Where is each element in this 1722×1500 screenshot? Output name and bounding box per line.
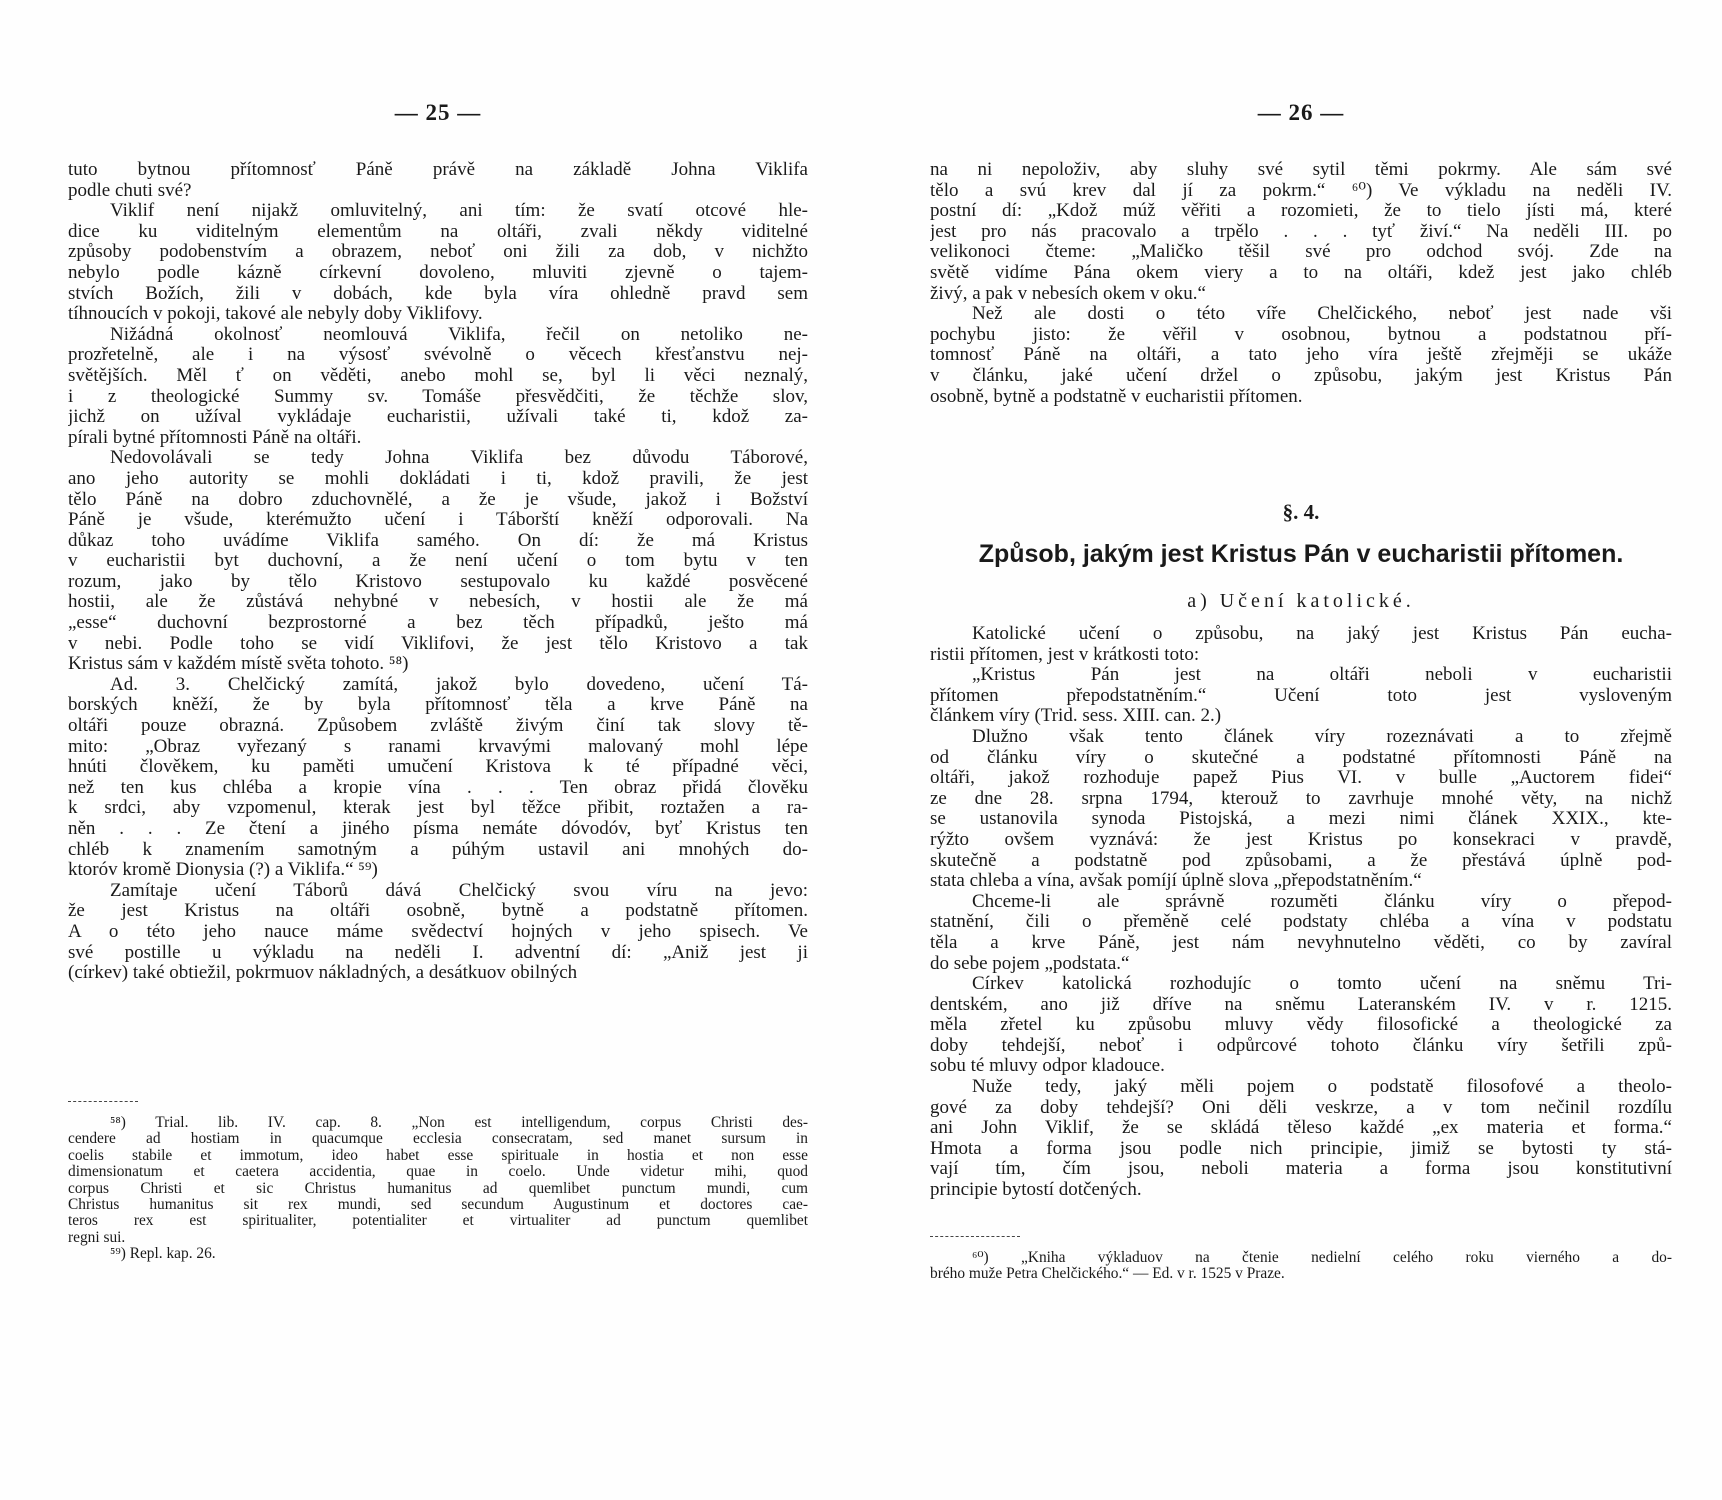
- text-line: důkaz toho uvádíme Viklifa samého. On dí: že má Kristus: [68, 530, 808, 551]
- text-line: stvích Božích, žili v dobách, kde byla víra ohledně pravd sem: [68, 283, 808, 304]
- text-line: dentském, ano již dříve na sněmu Lateranském IV. v r. 1215.: [930, 994, 1672, 1015]
- text-line: do sebe pojem „podstata.“: [930, 953, 1130, 974]
- text-line: principie bytostí dotčených.: [930, 1180, 1142, 1201]
- text-line: tomnosť Páně na oltáři, a tato jeho víra ještě zřejměji se ukáže: [930, 345, 1672, 366]
- text-line: světě vidíme Pána okem viery a to na oltáři, kdež jest jako chléb: [930, 262, 1672, 283]
- text-line: stata chleba a vína, avšak pomíjí úplně slova „přepodstatněním.“: [930, 871, 1422, 892]
- text-line: tuto bytnou přítomnosť Páně právě na základě Johna Viklifa: [68, 160, 808, 180]
- text-line: způsoby podobenstvím a obrazem, neboť oni žili za dob, v nichžto: [68, 242, 808, 263]
- footnote-line: cendere ad hostiam in quacumque ecclesia consecratam, sed manet sursum in: [68, 1131, 808, 1148]
- text-line: hostii, ale že zůstává nehybné v nebesích, v hostii ale že má: [68, 592, 808, 613]
- text-line: Kristus sám v každém místě světa tohoto. ⁵⁸): [68, 654, 409, 675]
- footnote-line: brého muže Petra Chelčického.“ — Ed. v r. 1525 v Praze.: [930, 1266, 1285, 1283]
- text-line: tělo a svú krev dal jí za pokrm.“ ⁶⁰) Ve výkladu na neděli IV.: [930, 180, 1672, 201]
- footnotes: [930, 1250, 1672, 1283]
- text-line: borských kněží, že by byla přítomnosť těla a krve Páně na: [68, 695, 808, 716]
- body-text: [930, 624, 1672, 1201]
- text-line: podle chuti své?: [68, 180, 192, 201]
- text-line: se ustanovila synoda Pistojská, a mezi nimi článek XXIX., kte-: [930, 809, 1672, 830]
- left-page: [68, 0, 808, 1500]
- footnote-line: Christus humanitus sit rex mundi, sed secundum Augustinum et doctores cae-: [68, 1196, 808, 1213]
- text-line: ze dne 28. srpna 1794, kterouž to zavrhuje mnohé věty, na nichž: [930, 788, 1672, 809]
- footnote-rule: [930, 1236, 1020, 1237]
- text-line: tíhnoucích v pokoji, takové ale nebyly doby Viklifovy.: [68, 304, 483, 325]
- footnote-line: coelis stabile et immotum, ideo habet esse spirituale in hostia et non esse: [68, 1147, 808, 1164]
- text-line: něn . . . Ze čtení a jiného písma nemáte dóvodóv, byť Kristus ten: [68, 819, 808, 839]
- text-line: hnúti člověkem, ku paměti umučení Kristova k té případné věci,: [68, 757, 808, 778]
- text-line: od článku víry o skutečné a podstatné přítomnosti Páně na: [930, 747, 1672, 768]
- text-line: v eucharistii byt duchovní, a že není učení o tom bytu v ten: [68, 551, 808, 572]
- text-line: na ni nepoloživ, aby sluhy své sytil těmi pokrmy. Ale sám své: [930, 160, 1672, 180]
- footnote-line: teros rex est spiritualiter, potentialiter et virtualiter ad punctum quemlibet: [68, 1213, 808, 1230]
- text-line: ktoróv kromě Dionysia (?) a Viklifa.“ ⁵⁹): [68, 860, 378, 881]
- text-line: „Kristus Pán jest na oltáři neboli v eucharistii: [972, 665, 1672, 686]
- text-line: jest pro nás pracovalo a trpělo . . . tyť živí.“ Na neděli III. po: [930, 221, 1672, 242]
- text-line: v článku, jaké učení držel o způsobu, jakým jest Kristus Pán: [930, 365, 1672, 386]
- right-page: [930, 0, 1672, 1500]
- text-line: i z theologické Summy sv. Tomáše přesvědčiti, že těchže slov,: [68, 386, 808, 407]
- footnote-line: ⁵⁹) Repl. kap. 26.: [110, 1246, 216, 1263]
- text-line: ristii přítomen, jest v krátkosti toto:: [930, 644, 1200, 665]
- text-line: ano jeho autority se mohli dokládati i ti, kdož pravili, že jest: [68, 468, 808, 489]
- subheading: a) Učení katolické.: [1187, 590, 1415, 612]
- text-line: článkem víry (Trid. sess. XIII. can. 2.): [930, 706, 1222, 727]
- text-line: Chceme-li ale správně rozuměti článku víry o přepod-: [972, 891, 1672, 912]
- text-line: „esse“ duchovní bezprostorné a bez těch případků, ješto má: [68, 613, 808, 634]
- text-line: jichž on užíval vykládaje eucharistii, užívali také ti, kdož za-: [68, 407, 808, 428]
- text-line: Hmota a forma jsou podle nich principie, jimiž se bytosti ty stá-: [930, 1138, 1672, 1159]
- text-line: skutečně a podstatně pod způsobami, a že přestává úplně pod-: [930, 850, 1672, 871]
- text-line: A o této jeho nauce máme svědectví hojných v jeho spisech. Ve: [68, 921, 808, 942]
- text-line: sobu té mluvy odpor kladouce.: [930, 1056, 1165, 1077]
- text-line: Než ale dosti o této víře Chelčického, neboť jest nade vši: [972, 304, 1672, 325]
- text-line: tělo Páně na dobro zduchovnělé, a že je všude, jakož i Božství: [68, 489, 808, 510]
- footnote-line: ⁵⁸) Trial. lib. IV. cap. 8. „Non est intelligendum, corpus Christi des-: [110, 1115, 808, 1131]
- text-line: velikonoci čteme: „Maličko těšil své pro odchod svój. Zde na: [930, 242, 1672, 263]
- text-line: Páně je všude, kterémužto učení i Táborští kněží odporovali. Na: [68, 510, 808, 531]
- text-line: rozum, jako by tělo Kristovo sestupovalo ku každé posvěcené: [68, 571, 808, 592]
- text-line: statnění, čili o přeměně celé podstaty chléba a vína v podstatu: [930, 912, 1672, 933]
- footnote-rule: [68, 1101, 138, 1102]
- text-line: nebylo podle kázně církevní dovoleno, mluviti zjevně o tajem-: [68, 262, 808, 283]
- text-line: Nižádná okolnosť neomlouvá Viklifa, řečil on netoliko ne-: [110, 324, 808, 345]
- footnote-line: dimensionatum et caetera accidentia, quae in coelo. Unde videtur mihi, quod: [68, 1164, 808, 1181]
- text-line: oltáři, jakož rozhoduje papež Pius VI. v bulle „Auctorem fidei“: [930, 768, 1672, 789]
- text-line: Dlužno však tento článek víry rozeznávati a to zřejmě: [972, 726, 1672, 747]
- text-line: v nebi. Podle toho se vidí Viklifovi, že jest tělo Kristovo a tak: [68, 633, 808, 654]
- text-line: Nedovolávali se tedy Johna Viklifa bez důvodu Táborové,: [110, 448, 808, 469]
- text-line: chléb k znamením samotným a púhým ustavil ani mnohých do-: [68, 839, 808, 860]
- text-line: Zamítaje učení Táborů dává Chelčický svou víru na jevo:: [110, 880, 808, 901]
- footnotes: [68, 1115, 808, 1263]
- body-text: [68, 160, 808, 984]
- text-line: pírali bytné přítomnosti Páně na oltáři.: [68, 427, 362, 448]
- section-title: Způsob, jakým jest Kristus Pán v eucharistii přítomen.: [978, 540, 1624, 568]
- text-line: Církev katolická rozhodujíc o tomto učení na sněmu Tri-: [972, 974, 1672, 995]
- page-number: — 26 —: [1257, 100, 1345, 125]
- text-line: doby tehdejší, neboť i odpůrcové tohoto článku víry šetřili způ-: [930, 1035, 1672, 1056]
- text-line: pochybu jisto: že věřil v osobnou, bytnou a podstatnou pří-: [930, 324, 1672, 345]
- text-line: k srdci, aby vzpomenul, kterak jest byl těžce přibit, roztažen a ra-: [68, 798, 808, 819]
- text-line: osobně, bytně a podstatně v eucharistii přítomen.: [930, 386, 1303, 407]
- text-line: živý, a pak v nebesích okem v oku.“: [930, 283, 1206, 304]
- text-line: že jest Kristus na oltáři osobně, bytně a podstatně přítomen.: [68, 901, 808, 922]
- text-line: přítomen přepodstatněním.“ Učení toto jest vysloveným: [930, 685, 1672, 706]
- text-line: své postille u výkladu na neděli I. adventní dí: „Aniž jest ji: [68, 942, 808, 963]
- footnote-line: regni sui.: [68, 1229, 126, 1246]
- text-line: Katolické učení o způsobu, na jaký jest Kristus Pán eucha-: [972, 624, 1672, 644]
- text-line: ani John Viklif, že se skládá těleso každé „ex materia et forma.“: [930, 1118, 1672, 1139]
- text-line: těla a krve Páně, jest nám nevyhnutelno věděti, co by zavíral: [930, 932, 1672, 953]
- text-line: Ad. 3. Chelčický zamítá, jakož bylo dovedeno, učení Tá-: [110, 674, 808, 695]
- text-line: prozřetelně, ale i na výsosť svévolně o věcech křesťanstvu nej-: [68, 345, 808, 366]
- text-line: světějších. Měl ť on věděti, anebo mohl se, byl li věci neznalý,: [68, 365, 808, 386]
- body-text: [930, 160, 1672, 407]
- text-line: rýžto ovšem vyznává: že jest Kristus po konsekraci v pravdě,: [930, 829, 1672, 850]
- page-number: — 25 —: [394, 100, 482, 125]
- text-line: Viklif není nijakž omluvitelný, ani tím: že svatí otcové hle-: [110, 201, 808, 222]
- text-line: vají tím, čím jsou, neboli materia a forma jsou konstitutivní: [930, 1159, 1672, 1180]
- text-line: než ten kus chléba a kropie vína . . . Ten obraz přidá člověku: [68, 777, 808, 798]
- footnote-line: corpus Christi et sic Christus humanitus ad quemlibet punctum mundi, cum: [68, 1180, 808, 1197]
- text-line: mito: „Obraz vyřezaný s ranami krvavými malovaný mohl lépe: [68, 736, 808, 757]
- text-line: měla zřetel ku způsobu mluvy vědy filosofické a theologické za: [930, 1015, 1672, 1036]
- section-mark: §. 4.: [1282, 500, 1320, 524]
- text-line: (církev) také obtiežil, pokrmuov nákladných, a desátkuov obilných: [68, 963, 578, 984]
- footnote-line: ⁶⁰) „Kniha výkladuov na čtenie nedielní celého roku vierného a do-: [972, 1250, 1672, 1266]
- text-line: oltáři pouze obrazná. Způsobem zvláště živým činí tak slovy tě-: [68, 716, 808, 737]
- text-line: postní dí: „Kdož múž věřiti a rozomieti, že to tielo jísti má, které: [930, 201, 1672, 222]
- text-line: gové za doby tehdejší? Oni děli veskrze, a v tom nečinil rozdílu: [930, 1097, 1672, 1118]
- text-line: dice ku viditelným elementům na oltáři, zvali někdy viditelné: [68, 221, 808, 242]
- text-line: Nuže tedy, jaký měli pojem o podstatě filosofové a theolo-: [972, 1077, 1672, 1098]
